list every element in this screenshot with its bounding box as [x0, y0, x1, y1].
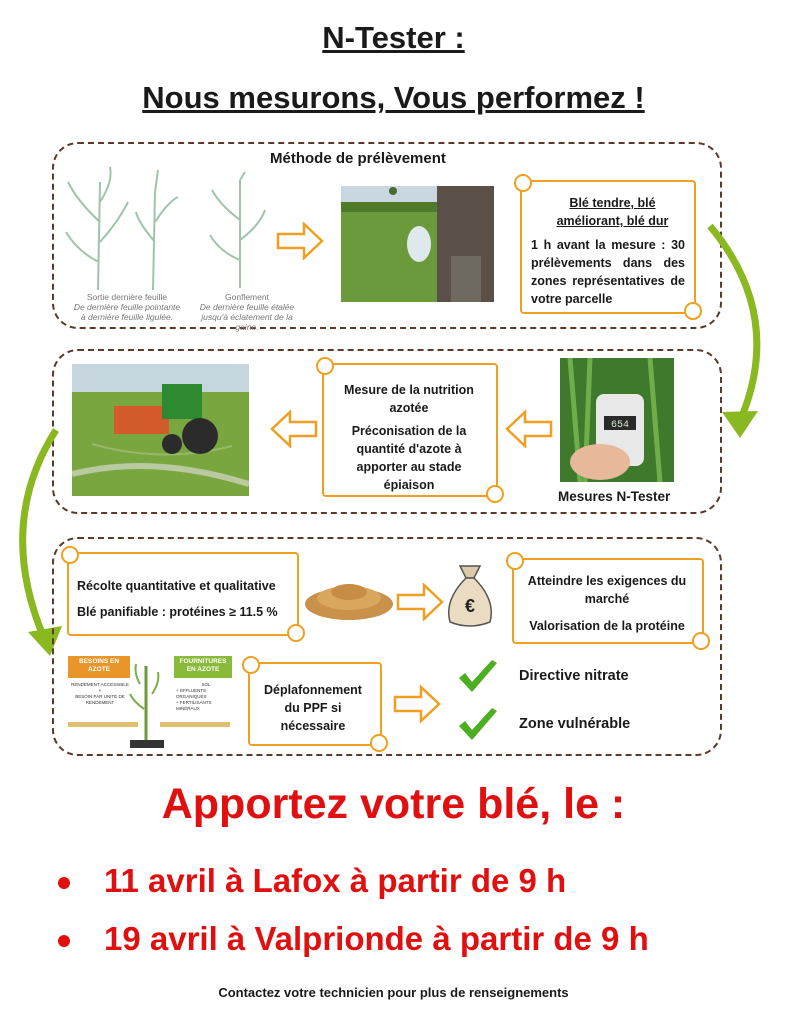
device-display-readout: 654 [610, 420, 630, 431]
ppf-text: Déplafonnement du PPF si nécessaire [264, 683, 362, 733]
nutrition-measure-text: Mesure de la nutrition azotée [344, 383, 474, 415]
protein-valorization-text: Valorisation de la protéine [529, 619, 685, 633]
plant1-caption-title: Sortie dernière feuille [86, 292, 168, 302]
protein-threshold-text: Blé panifiable : protéines ≥ 11.5 % [77, 605, 278, 619]
bullet-icon [58, 935, 70, 947]
arrow-left-icon [270, 410, 318, 448]
wheat-plant-illustration-1 [58, 162, 188, 292]
n-tester-label: Mesures N-Tester [558, 489, 671, 504]
directive-nitrate-label: Directive nitrate [519, 668, 629, 684]
plant2-caption-title: Gonflement [225, 292, 269, 302]
plant2-caption [192, 292, 302, 332]
n-tester-device-photo [560, 358, 674, 482]
balance-right-item2: + EFFLUENTS ORGANIQUES [176, 688, 207, 699]
event-heading: Apportez votre blé, le : [161, 780, 626, 828]
money-bag-icon [442, 560, 498, 630]
wheat-types-title: Blé tendre, blé améliorant, blé dur [556, 196, 669, 228]
market-requirements-text: Atteindre les exigences du marché [527, 574, 687, 606]
arrow-right-icon [276, 222, 324, 260]
plant1-caption [72, 292, 182, 322]
balance-left-list [68, 682, 132, 706]
balance-left-item1: RENDEMENT ACCESSIBLE [71, 682, 129, 687]
event-date-item-2 [52, 920, 772, 958]
sampling-method-heading: Méthode de prélèvement [270, 150, 446, 167]
event-date-1: 11 avril à Lafox à partir de 9 h [104, 862, 567, 899]
wheat-plant-illustration-2 [200, 170, 280, 290]
wheat-grain-pile-image [303, 572, 395, 622]
balance-needs-title: BESOINS EN AZOTE [78, 658, 120, 673]
bullet-icon [58, 877, 70, 889]
sampling-instructions: 1 h avant la mesure : 30 prélèvements dans des zones représentatives de votre parcelle [531, 238, 685, 306]
balance-right-item1: SOL [201, 682, 211, 687]
arrow-right-icon-2 [396, 583, 444, 621]
checkmark-icon-2 [456, 706, 500, 746]
arrow-left-icon-2 [505, 410, 553, 448]
plant2-caption-text: De dernière feuille étalée jusqu'à éclatement de la gaine. [199, 302, 295, 332]
balance-right-item3: + FERTILISANTS MINÉRAUX [176, 700, 212, 711]
event-date-item-1 [52, 862, 772, 900]
balance-right-list [176, 682, 236, 712]
poster-subtitle: Nous mesurons, Vous performez ! [142, 80, 645, 115]
field-sampling-photo [341, 186, 494, 302]
balance-left-op: × [98, 688, 102, 693]
event-date-2: 19 avril à Valprionde à partir de 9 h [104, 920, 649, 957]
checkmark-icon-1 [456, 658, 500, 698]
poster-title: N-Tester : [322, 20, 465, 55]
balance-supply-title: FOURNITURES EN AZOTE [179, 658, 227, 673]
vulnerable-zone-label: Zone vulnérable [519, 716, 631, 732]
plant1-caption-text: De dernière feuille pointante à dernière feuille ligulée. [73, 302, 181, 322]
contact-footer: Contactez votre technicien pour plus de renseignements [218, 985, 569, 1000]
euro-symbol: € [464, 596, 476, 616]
nitrogen-recommendation-text: Préconisation de la quantité d'azote à apporter au stade épiaison [351, 424, 467, 492]
harvest-quality-text: Récolte quantitative et qualitative [77, 579, 276, 593]
tractor-spreader-photo [72, 364, 249, 496]
balance-left-item2: BESOIN PAR UNITÉ DE RENDEMENT [75, 694, 125, 705]
arrow-right-icon-3 [393, 685, 441, 723]
